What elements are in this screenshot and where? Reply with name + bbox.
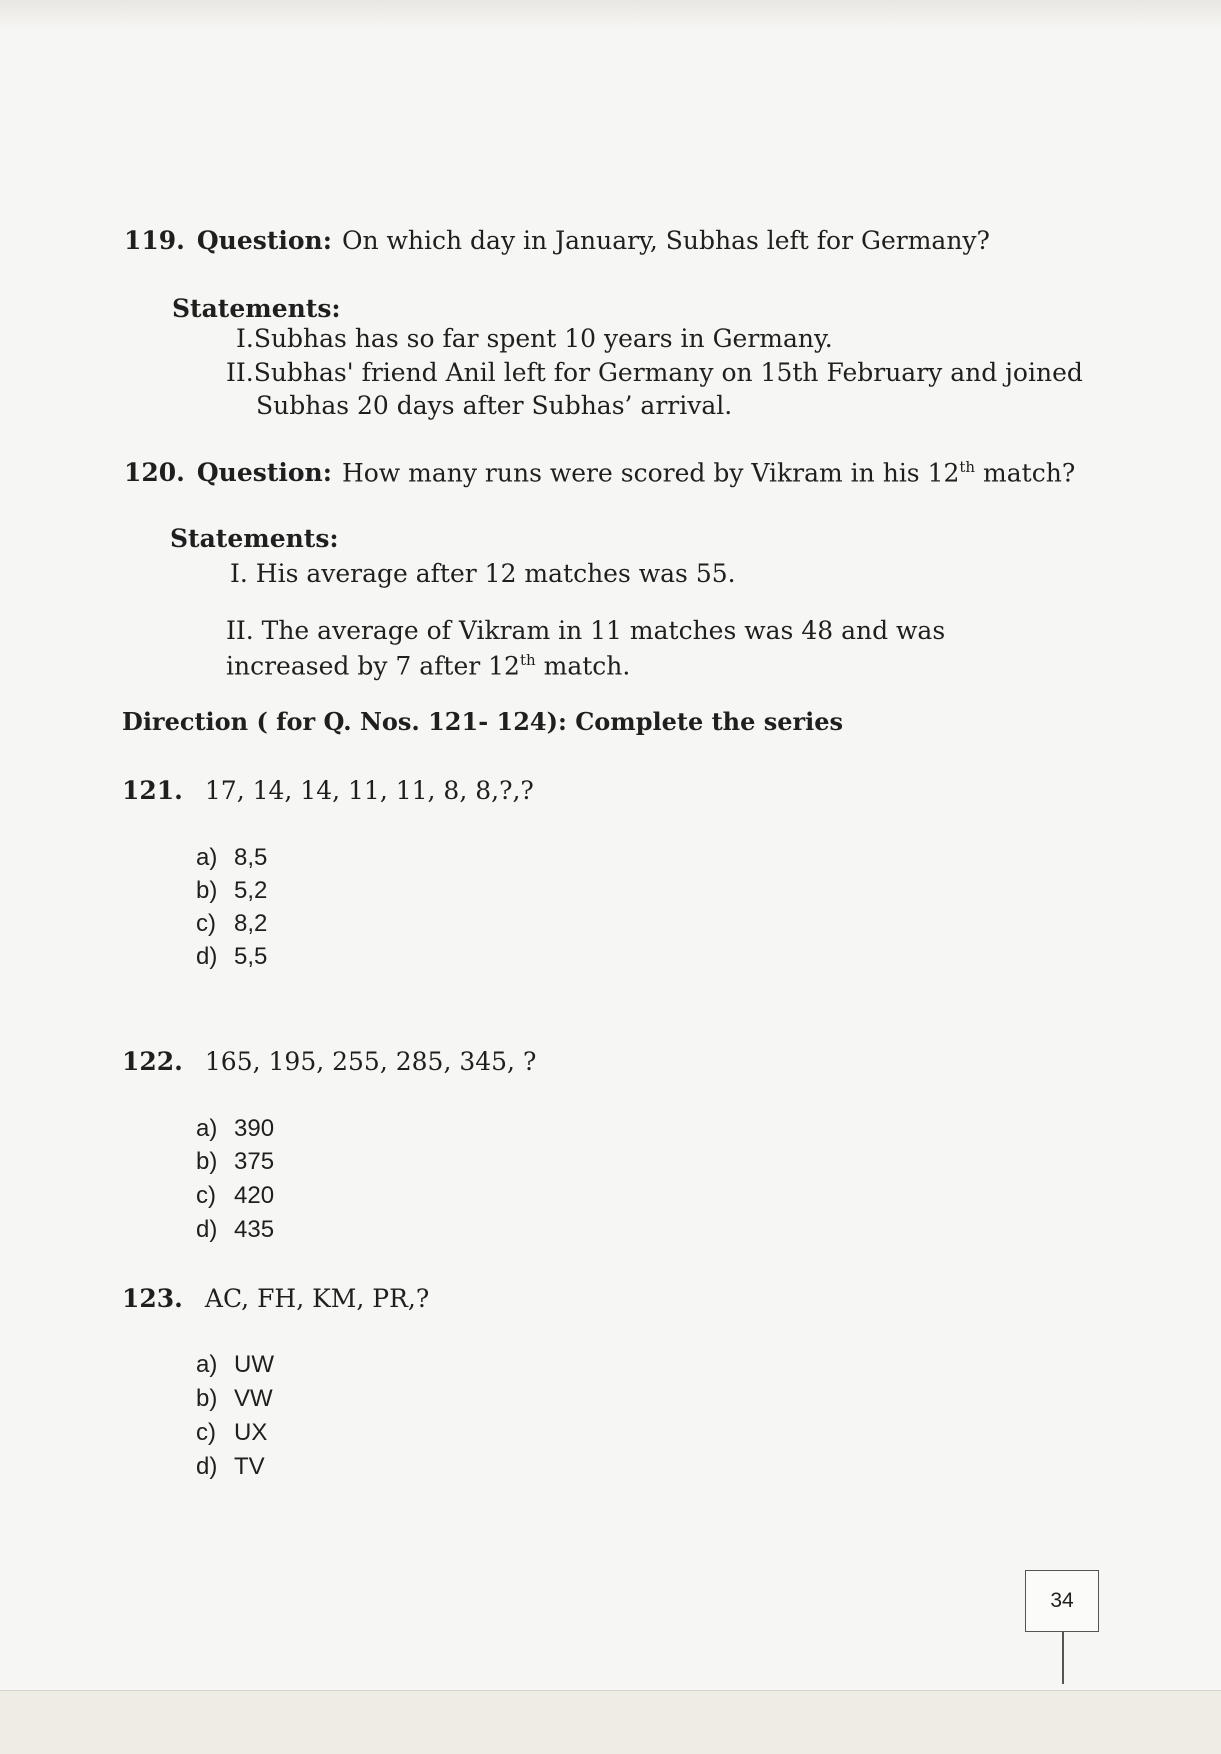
option-text: 435 xyxy=(234,1216,275,1243)
statement-text: increased by 7 after 12 xyxy=(226,651,520,681)
statement-2-line-2: Subhas 20 days after Subhas’ arrival. xyxy=(256,391,733,420)
scan-bottom-edge xyxy=(0,1690,1221,1754)
question-label: Question: xyxy=(196,458,332,488)
option-text: TV xyxy=(234,1453,265,1480)
option-letter: b) xyxy=(196,1148,218,1175)
question-text: AC, FH, KM, PR,? xyxy=(204,1284,430,1313)
option-text: UX xyxy=(234,1419,268,1446)
option-a xyxy=(196,844,267,872)
question-text: How many runs were scored by Vikram in his 12 xyxy=(341,458,960,488)
statement-text-end: match. xyxy=(535,651,631,681)
option-c xyxy=(196,910,267,938)
option-text: VW xyxy=(234,1385,273,1412)
question-122 xyxy=(122,1047,536,1076)
question-label: Question: xyxy=(196,226,332,255)
option-text: 5,5 xyxy=(234,943,268,970)
option-b xyxy=(196,877,267,905)
option-letter: c) xyxy=(196,1419,216,1446)
question-121 xyxy=(122,776,534,805)
option-text: 375 xyxy=(234,1148,275,1175)
scan-top-edge xyxy=(0,0,1221,30)
statements-heading: Statements: xyxy=(172,294,341,323)
option-letter: a) xyxy=(196,844,218,871)
statement-1: I. His average after 12 matches was 55. xyxy=(230,559,736,588)
page-number-tick xyxy=(1062,1632,1064,1684)
superscript: th xyxy=(959,458,976,476)
option-b xyxy=(196,1385,273,1413)
direction-heading: Direction ( for Q. Nos. 121- 124): Complete the series xyxy=(122,707,844,736)
option-c xyxy=(196,1419,267,1447)
option-d xyxy=(196,1453,265,1481)
question-number: 119. xyxy=(124,226,185,255)
question-text-end: match? xyxy=(975,458,1076,488)
option-letter: a) xyxy=(196,1115,218,1142)
question-number: 122. xyxy=(122,1047,183,1076)
question-text: On which day in January, Subhas left for Germany? xyxy=(341,226,990,255)
statement-2-line-1: II.Subhas' friend Anil left for Germany on 15th February and joined xyxy=(226,358,1083,387)
option-letter: d) xyxy=(196,943,218,970)
option-b xyxy=(196,1148,274,1176)
question-number: 121. xyxy=(122,776,183,805)
option-text: 8,5 xyxy=(234,844,268,871)
question-119 xyxy=(124,226,990,255)
option-a xyxy=(196,1351,274,1379)
question-text: 165, 195, 255, 285, 345, ? xyxy=(204,1047,537,1076)
option-d xyxy=(196,943,267,971)
question-120 xyxy=(124,458,1075,487)
statements-heading: Statements: xyxy=(170,524,339,553)
option-d xyxy=(196,1216,274,1244)
question-text: 17, 14, 14, 11, 11, 8, 8,?,? xyxy=(204,776,534,805)
option-letter: c) xyxy=(196,1182,216,1209)
option-text: 5,2 xyxy=(234,877,268,904)
statement-2-line-2 xyxy=(226,643,630,683)
option-text: UW xyxy=(234,1351,274,1378)
option-text: 8,2 xyxy=(234,910,268,937)
option-letter: c) xyxy=(196,910,216,937)
question-number: 120. xyxy=(124,458,185,488)
superscript: th xyxy=(519,651,536,669)
option-letter: a) xyxy=(196,1351,218,1378)
option-text: 420 xyxy=(234,1182,275,1209)
option-text: 390 xyxy=(234,1115,275,1142)
statement-1: I.Subhas has so far spent 10 years in Germany. xyxy=(236,324,833,353)
option-letter: d) xyxy=(196,1216,218,1243)
option-letter: d) xyxy=(196,1453,218,1480)
option-c xyxy=(196,1182,274,1210)
statement-2-line-1: II. The average of Vikram in 11 matches was 48 and was xyxy=(226,616,946,645)
page-number-box xyxy=(1025,1570,1099,1632)
option-letter: b) xyxy=(196,877,218,904)
question-123 xyxy=(122,1284,429,1313)
page-number: 34 xyxy=(1050,1589,1074,1612)
question-number: 123. xyxy=(122,1284,183,1313)
option-letter: b) xyxy=(196,1385,218,1412)
option-a xyxy=(196,1115,274,1143)
